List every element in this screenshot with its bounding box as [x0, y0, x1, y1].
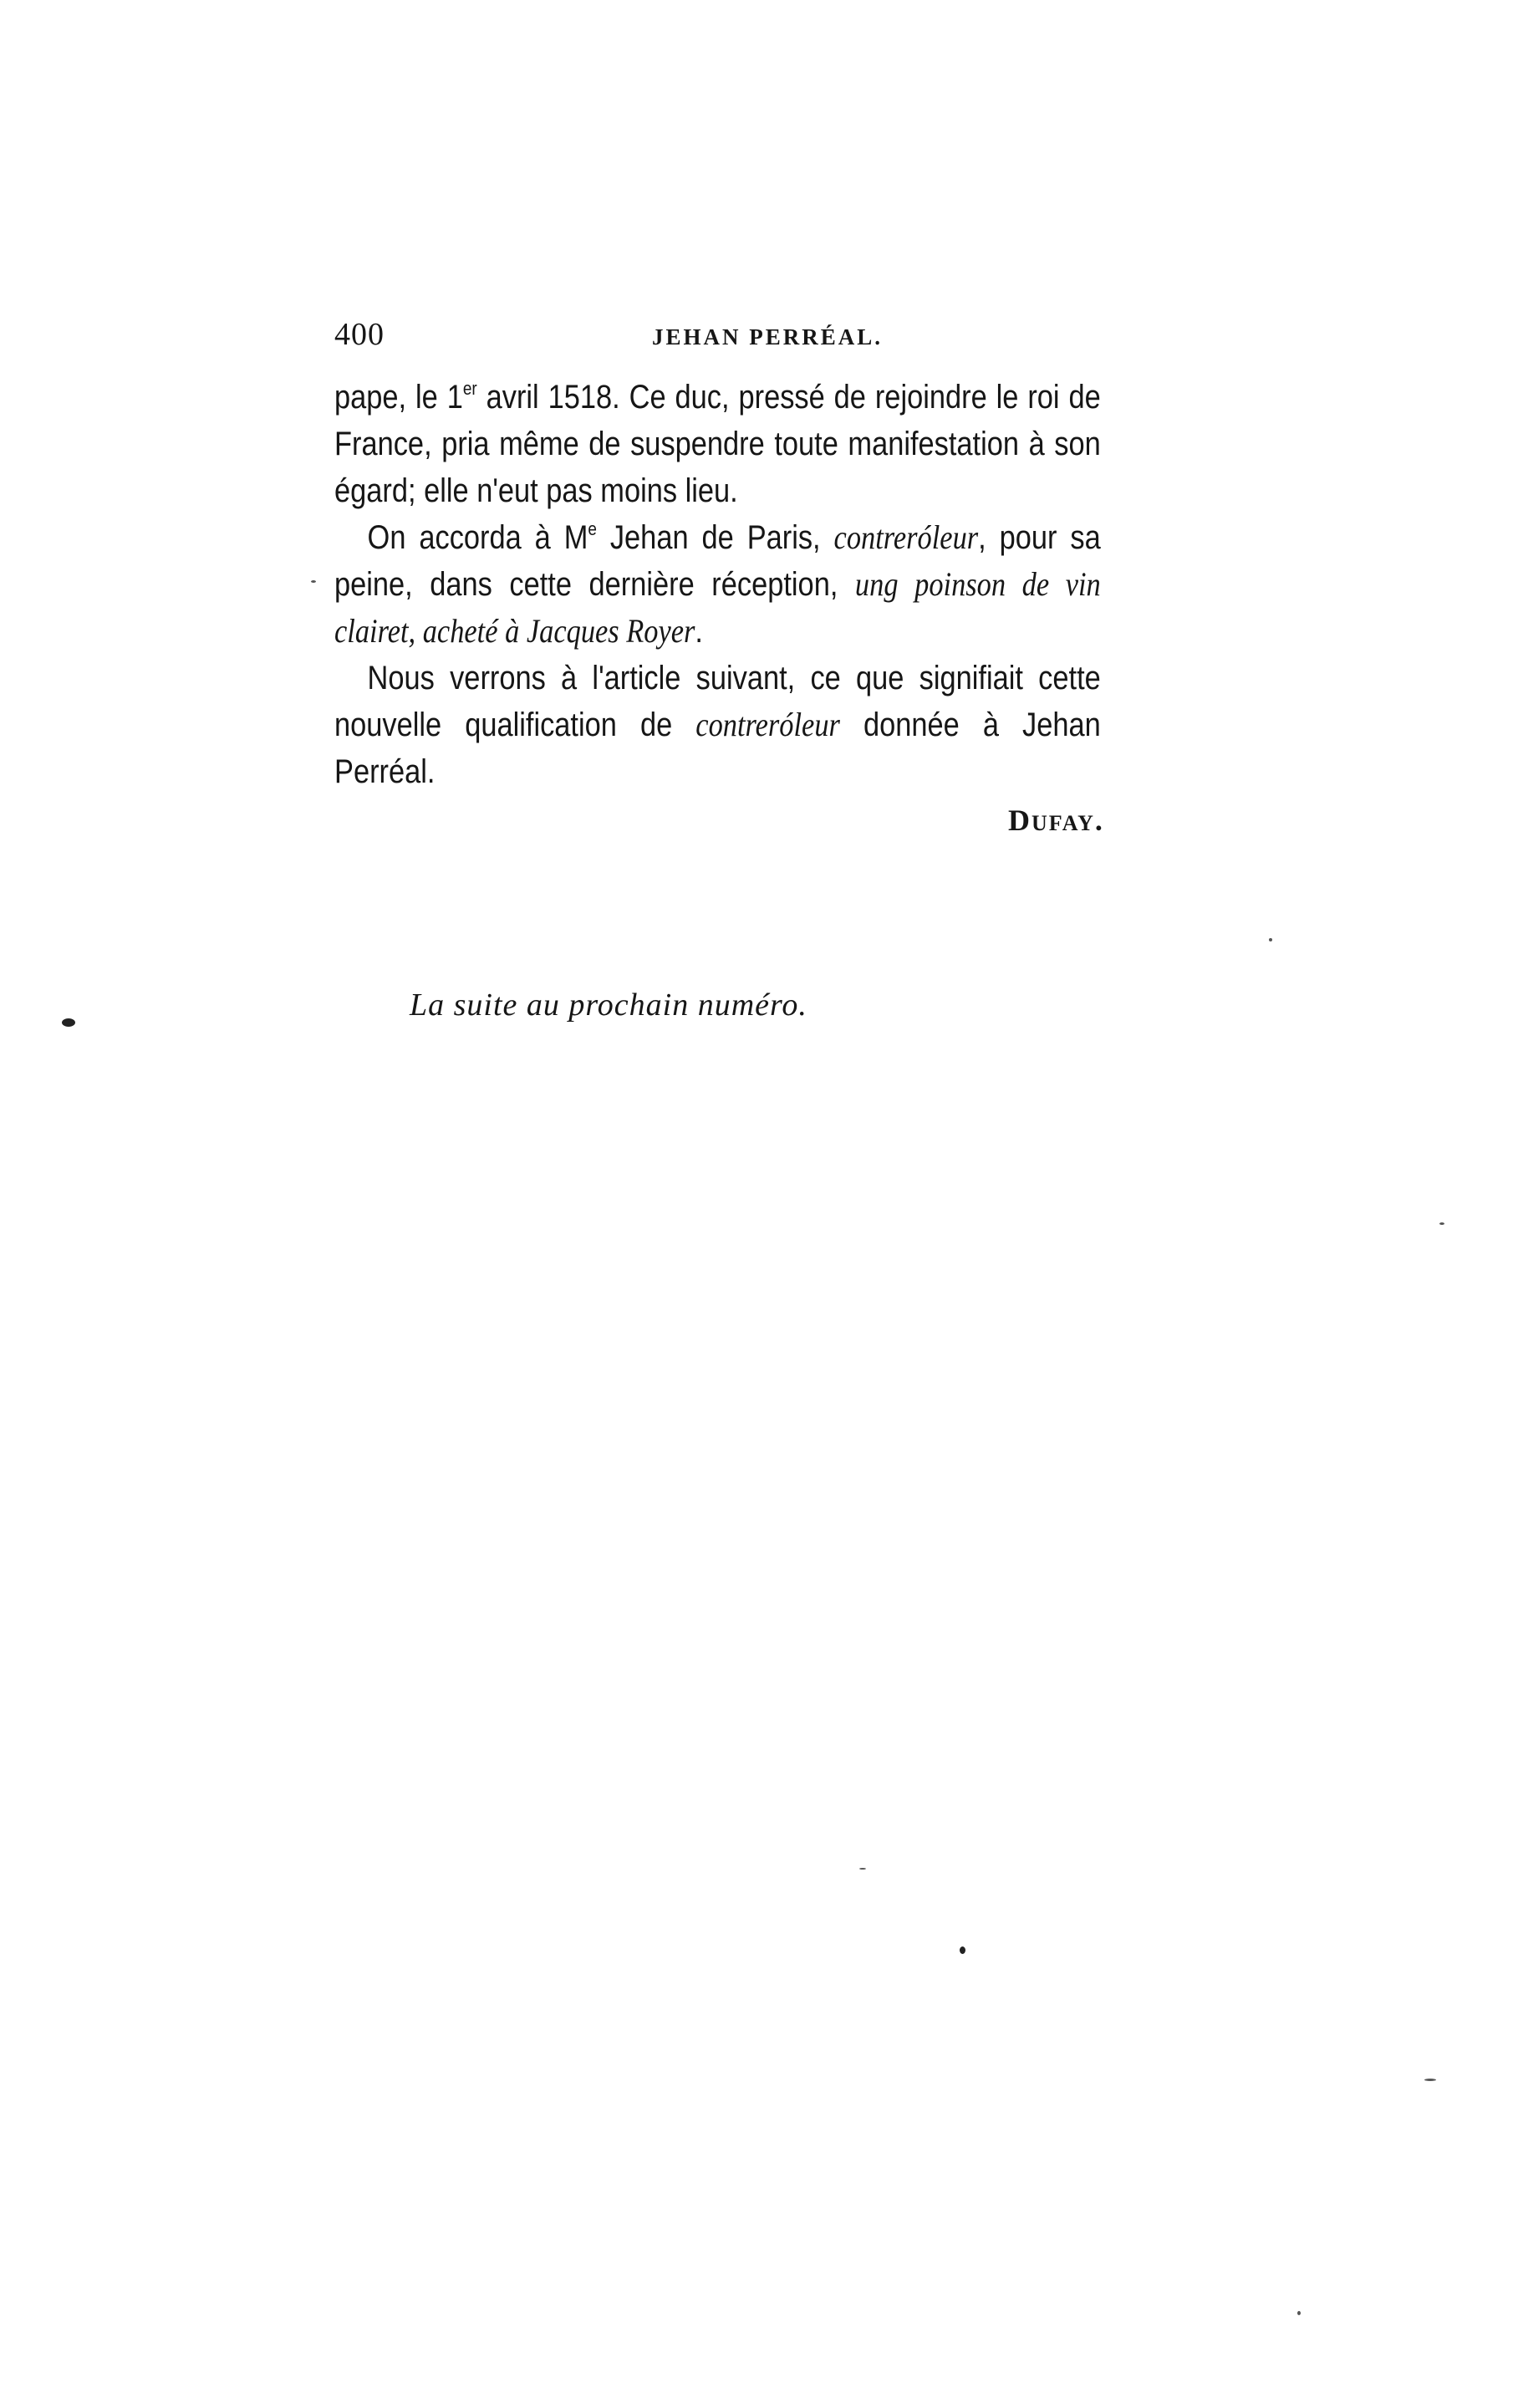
scan-speck	[1297, 2311, 1301, 2315]
scan-speck	[311, 580, 316, 583]
scan-speck	[1439, 1222, 1444, 1225]
scan-speck	[859, 1868, 866, 1870]
paragraph-2-text-d: .	[695, 613, 703, 650]
author-signature	[1008, 803, 1104, 838]
running-title: JEHAN PERRÉAL.	[652, 324, 884, 349]
paragraph-2-text-c: , pour sa peine, dans cette dernière réception,	[334, 519, 1101, 603]
paragraph-3-text-b: donnée à Jehan Perréal.	[334, 707, 1101, 790]
ordinal-superscript: er	[462, 378, 477, 399]
paragraph-2-italic-b: ung poinson de vin clairet, acheté à Jacques Royer	[334, 565, 1101, 650]
scan-speck	[62, 1018, 75, 1027]
title-superscript: e	[588, 518, 597, 539]
page-number: 400	[334, 317, 385, 352]
scan-speck	[1269, 938, 1272, 941]
paragraph-1-text-a: pape, le 1	[334, 379, 463, 416]
paragraph-3-text-a: Nous verrons à l'article suivant, ce que signifiait cette nouvelle qualification de	[334, 660, 1101, 743]
signature-period: .	[1094, 804, 1104, 837]
page-header	[334, 316, 1220, 366]
paragraph-2-text-a: On accorda à M	[367, 519, 588, 556]
body-text	[334, 374, 1101, 795]
paragraph-2	[334, 514, 1101, 655]
scan-speck	[960, 1946, 965, 1954]
scan-speck	[1424, 2079, 1436, 2081]
continuation-note: La suite au prochain numéro.	[410, 987, 807, 1023]
paragraph-1-text-b: avril 1518. Ce duc, pressé de rejoindre le roi de France, pria même de suspendre toute manifestation à son égard; elle n'eut pas moins lieu.	[334, 379, 1101, 509]
signature-initial: D	[1008, 804, 1032, 837]
paragraph-2-text-b: Jehan de Paris,	[596, 519, 834, 556]
paragraph-3	[334, 655, 1101, 795]
paragraph-2-italic-a: contreróleur	[833, 518, 979, 556]
paragraph-1	[334, 374, 1101, 514]
signature-small-caps: UFAY	[1032, 811, 1095, 835]
paragraph-3-italic-a: contreróleur	[695, 706, 840, 743]
